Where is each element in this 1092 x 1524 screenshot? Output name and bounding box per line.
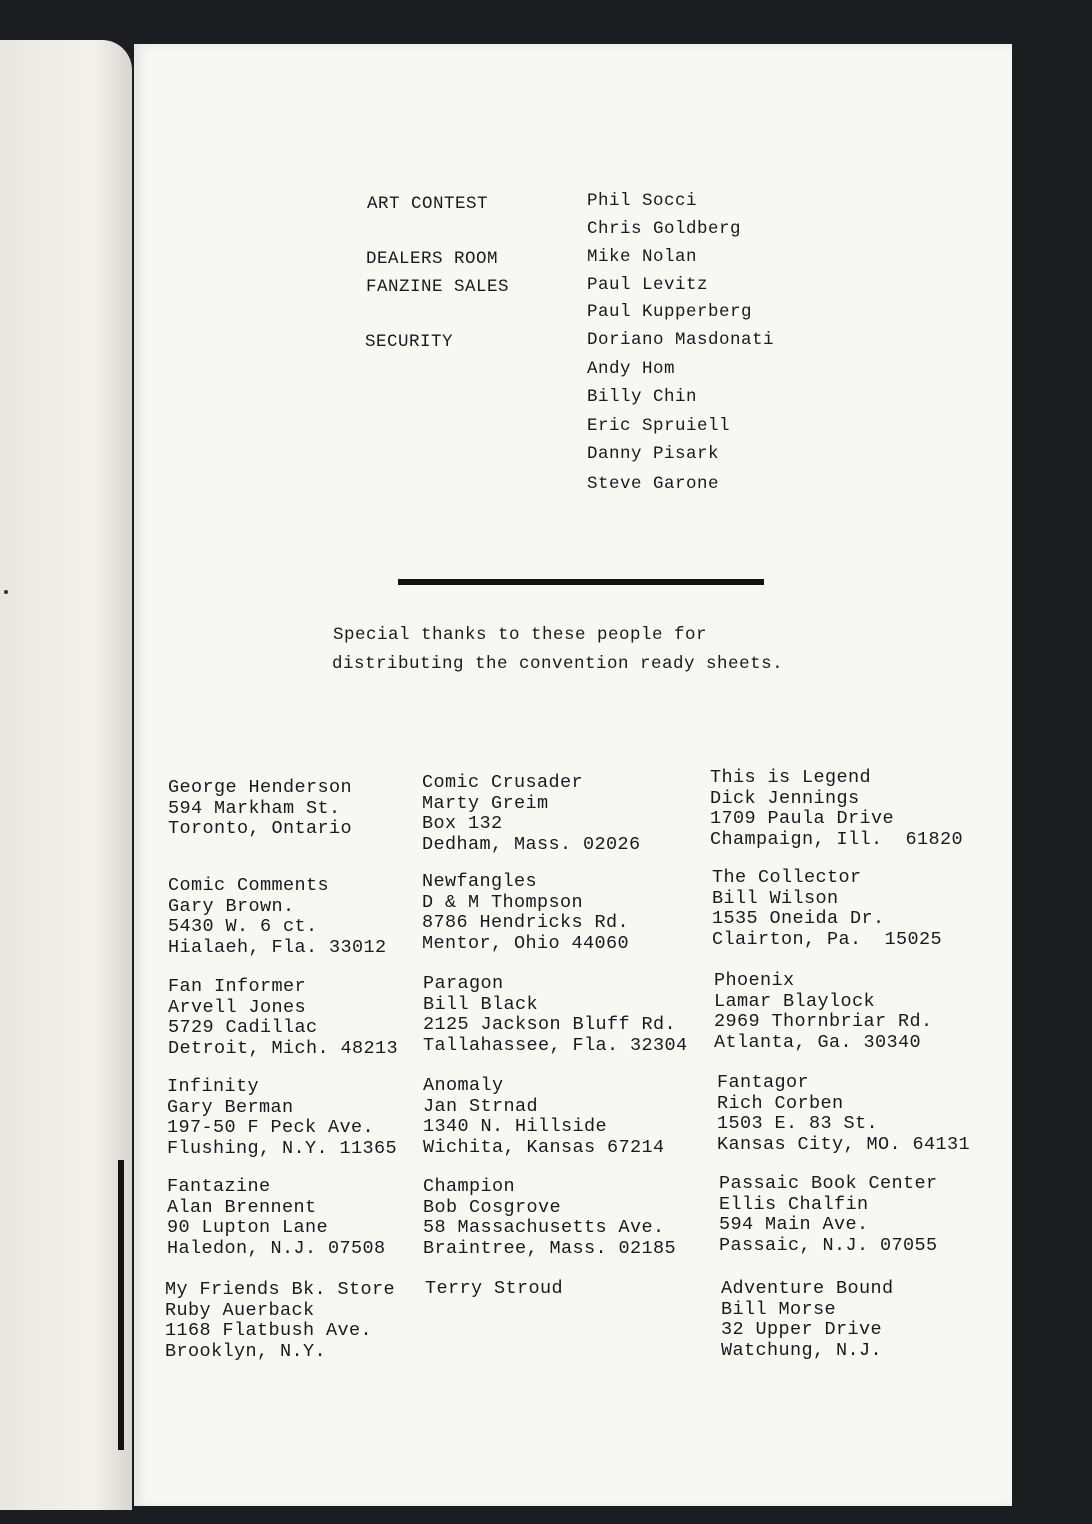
distributor-name: Comic Comments [168,875,330,896]
distributor-name: Champion [423,1176,516,1197]
distributor-name: This is Legend [710,767,872,788]
facing-page [0,40,132,1510]
distributor-entry: My Friends Bk. Store Ruby Auerback 1168 Flatbush Ave. Brooklyn, N.Y. [165,1279,396,1362]
distributor-entry: Comic Comments Gary Brown. 5430 W. 6 ct. Hialaeh, Fla. 33012 [168,875,387,958]
staff-name: Mike Nolan [587,247,698,267]
distributor-name: Anomaly [423,1075,504,1096]
distributor-entry: Anomaly Jan Strnad 1340 N. Hillside Wichita, Kansas 67214 [423,1075,665,1158]
role-label-dealers-room: DEALERS ROOM [366,249,499,269]
distributor-entry: Passaic Book Center Ellis Chalfin 594 Main Ave. Passaic, N.J. 07055 [719,1173,938,1256]
thanks-line-1: Special thanks to these people for [333,625,708,645]
distributor-entry: Phoenix Lamar Blaylock 2969 Thornbriar Rd. Atlanta, Ga. 30340 [714,970,933,1053]
staff-name: Eric Spruiell [587,416,731,436]
staff-name: Chris Goldberg [587,219,742,239]
staff-name: Paul Levitz [587,275,709,295]
distributor-name: Fan Informer [168,976,307,997]
distributor-entry: Fan Informer Arvell Jones 5729 Cadillac Detroit, Mich. 48213 [168,976,399,1059]
distributor-name: Adventure Bound [721,1278,894,1299]
distributor-name: Infinity [167,1076,260,1097]
staff-name: Paul Kupperberg [587,302,753,322]
distributor-entry [425,1238,563,1320]
distributor-entry: Newfangles D & M Thompson 8786 Hendricks Rd. Mentor, Ohio 44060 [422,871,630,954]
distributor-name: Comic Crusader [422,772,584,793]
distributor-entry: George Henderson 594 Markham St. Toronto, Ontario [168,777,353,839]
distributor-entry: Paragon Bill Black 2125 Jackson Bluff Rd. Tallahassee, Fla. 32304 [423,973,688,1056]
distributor-name: Phoenix [714,970,795,991]
role-label-fanzine-sales: FANZINE SALES [366,277,510,297]
distributor-name: Passaic Book Center [719,1173,938,1194]
distributor-name: George Henderson [168,777,353,798]
distributor-name: Newfangles [422,871,538,892]
ink-mark [4,590,8,594]
distributor-name: Paragon [423,973,504,994]
distributor-entry: Infinity Gary Berman 197-50 F Peck Ave. Flushing, N.Y. 11365 [167,1076,398,1159]
distributor-entry: Adventure Bound Bill Morse 32 Upper Drive Watchung, N.J. [721,1278,894,1361]
distributor-entry: Fantagor Rich Corben 1503 E. 83 St. Kansas City, MO. 64131 [717,1072,971,1155]
role-label-security: SECURITY [365,332,454,352]
distributor-name: Fantagor [717,1072,810,1093]
staff-name: Billy Chin [587,387,698,407]
distributor-entry: This is Legend Dick Jennings 1709 Paula Drive Champaign, Ill. 61820 [710,767,964,850]
staff-name: Andy Hom [587,359,676,379]
distributor-name: My Friends Bk. Store [165,1279,396,1300]
staff-name: Doriano Masdonati [587,330,775,350]
distributor-name: Terry Stroud [425,1278,564,1299]
staff-name: Steve Garone [587,474,720,494]
distributor-name: Fantazine [167,1176,271,1197]
role-label-art-contest: ART CONTEST [367,194,489,214]
distributor-entry: Comic Crusader Marty Greim Box 132 Dedham, Mass. 02026 [422,772,641,855]
distributor-name: The Collector [712,867,862,888]
page-edge-shadow [118,1160,124,1450]
distributor-entry: Fantazine Alan Brennent 90 Lupton Lane Haledon, N.J. 07508 [167,1176,386,1259]
divider-rule [398,579,764,585]
thanks-line-2: distributing the convention ready sheets. [332,654,784,674]
distributor-entry: Champion Bob Cosgrove 58 Massachusetts Ave. Braintree, Mass. 02185 [423,1176,677,1259]
staff-name: Danny Pisark [587,444,720,464]
staff-name: Phil Socci [587,191,698,211]
distributor-entry: The Collector Bill Wilson 1535 Oneida Dr. Clairton, Pa. 15025 [712,867,943,950]
